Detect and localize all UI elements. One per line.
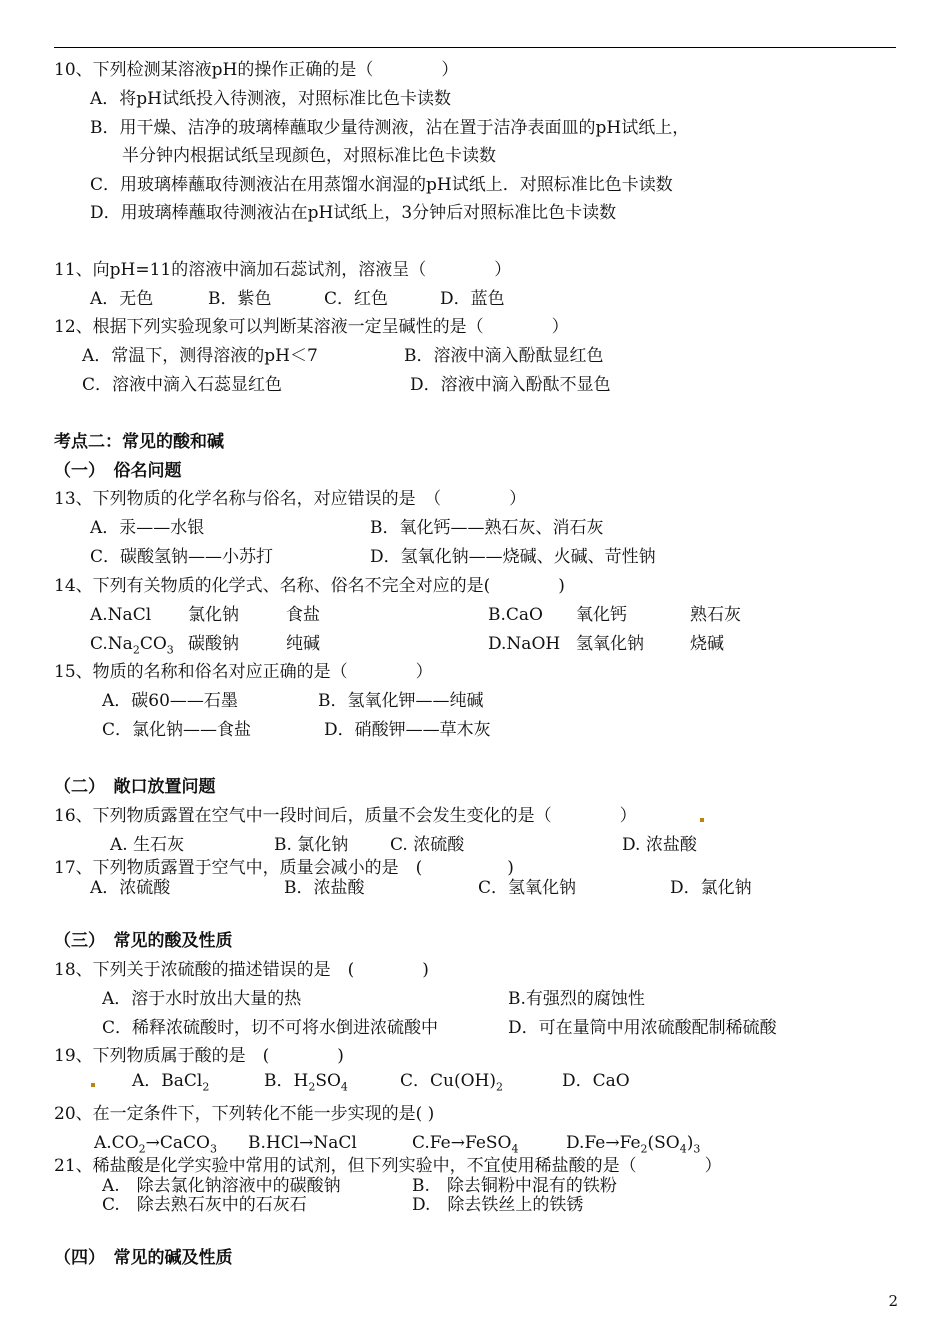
q18-stem: 18、下列关于浓硫酸的描述错误的是 ( )	[54, 960, 429, 980]
q13-option-b: B．氧化钙——熟石灰、消石灰	[370, 518, 604, 538]
q13-option-a: A．汞——水银	[90, 518, 205, 538]
q21-option-b: B. 除去铜粉中混有的铁粉	[412, 1176, 617, 1196]
q12-option-a: A．常温下，测得溶液的pH＜7	[82, 346, 318, 366]
q16-option-d: D. 浓盐酸	[622, 835, 697, 855]
stray-dot	[700, 818, 704, 822]
q14-a-common: 食盐	[286, 605, 320, 625]
q16-option-b: B. 氯化钠	[274, 835, 349, 855]
subsection-heading-1: （一） 俗名问题	[54, 461, 182, 481]
q12-option-d: D．溶液中滴入酚酞不显色	[410, 375, 611, 395]
q20-option-a: $A.CO_2\to CaCO_3$	[94, 1133, 217, 1156]
q12-option-b: B．溶液中滴入酚酞显红色	[404, 346, 604, 366]
q13-stem: 13、下列物质的化学名称与俗名，对应错误的是 （ ）	[54, 489, 527, 509]
q14-a-name: 氯化钠	[188, 605, 239, 625]
q14-c-formula: $C.Na_2CO_3$	[90, 634, 174, 657]
q10-option-c: C．用玻璃棒蘸取待测液沾在用蒸馏水润湿的pH试纸上．对照标准比色卡读数	[90, 175, 673, 195]
q10-option-a: A．将pH试纸投入待测液，对照标准比色卡读数	[90, 89, 451, 109]
q11-option-b: B．紫色	[208, 289, 272, 309]
q14-b-name: 氧化钙	[576, 605, 627, 625]
q18-option-b: B.有强烈的腐蚀性	[508, 989, 645, 1009]
section-heading: 考点二：常见的酸和碱	[54, 432, 224, 452]
q13-option-d: D．氢氧化钠——烧碱、火碱、苛性钠	[370, 547, 656, 567]
q21-stem: 21、稀盐酸是化学实验中常用的试剂，但下列实验中，不宜使用稀盐酸的是（ ）	[54, 1156, 722, 1176]
subsection-heading-3: （三） 常见的酸及性质	[54, 931, 233, 951]
q19-option-d: D．CaO	[562, 1071, 630, 1091]
q11-option-c: C．红色	[324, 289, 389, 309]
q20-stem: 20、在一定条件下，下列转化不能一步实现的是( )	[54, 1104, 435, 1124]
q21-option-c: C. 除去熟石灰中的石灰石	[102, 1195, 307, 1215]
q14-b-formula: B.CaO	[488, 605, 543, 625]
page-number: 2	[888, 1292, 898, 1310]
q14-c-common: 纯碱	[286, 634, 320, 654]
q15-option-b: B．氢氧化钾——纯碱	[318, 691, 484, 711]
q18-option-d: D．可在量筒中用浓硫酸配制稀硫酸	[508, 1018, 777, 1038]
q20-option-d: $D.Fe\to Fe_2(SO_4)_3$	[566, 1133, 701, 1156]
q14-a-formula: A.NaCl	[90, 605, 152, 625]
q19-option-b: B．$H_2SO_4$	[264, 1071, 348, 1094]
header-rule	[54, 47, 896, 48]
q18-option-a: A．溶于水时放出大量的热	[102, 989, 302, 1009]
q20-option-b: B.HCl→NaCl	[248, 1133, 357, 1153]
q12-option-c: C．溶液中滴入石蕊显红色	[82, 375, 283, 395]
q16-option-a: A. 生石灰	[110, 835, 185, 855]
q10-option-d: D．用玻璃棒蘸取待测液沾在pH试纸上，3分钟后对照标准比色卡读数	[90, 203, 617, 223]
q17-option-b: B．浓盐酸	[284, 878, 365, 898]
q14-d-name: 氢氧化钠	[576, 634, 644, 654]
q10-option-b-cont: 半分钟内根据试纸呈现颜色，对照标准比色卡读数	[122, 146, 496, 166]
q19-option-a: A．BaCl$_2$	[132, 1071, 210, 1094]
q15-option-a: A．碳60——石墨	[102, 691, 238, 711]
q19-option-c: C．$Cu(OH)_2$	[400, 1071, 503, 1094]
q10-stem: 10、下列检测某溶液pH的操作正确的是（ ）	[54, 60, 459, 80]
q20-option-c: C.Fe→FeSO$_4$	[412, 1133, 519, 1156]
q14-stem: 14、下列有关物质的化学式、名称、俗名不完全对应的是( )	[54, 576, 565, 596]
q18-option-c: C．稀释浓硫酸时，切不可将水倒进浓硫酸中	[102, 1018, 439, 1038]
q19-stem: 19、下列物质属于酸的是 ( )	[54, 1046, 344, 1066]
q11-option-d: D．蓝色	[440, 289, 505, 309]
subsection-heading-2: （二） 敞口放置问题	[54, 777, 216, 797]
q17-option-d: D．氯化钠	[670, 878, 752, 898]
q17-option-a: A．浓硫酸	[90, 878, 171, 898]
q14-d-common: 烧碱	[690, 634, 724, 654]
q11-option-a: A．无色	[90, 289, 154, 309]
q10-option-b: B．用干燥、洁净的玻璃棒蘸取少量待测液，沾在置于洁净表面皿的pH试纸上，	[90, 118, 690, 138]
q11-stem: 11、向pH=11的溶液中滴加石蕊试剂，溶液呈（ ）	[54, 260, 512, 280]
q12-stem: 12、根据下列实验现象可以判断某溶液一定呈碱性的是（ ）	[54, 317, 569, 337]
q21-option-d: D. 除去铁丝上的铁锈	[412, 1195, 584, 1215]
q15-stem: 15、物质的名称和俗名对应正确的是（ ）	[54, 662, 433, 682]
q17-option-c: C．氢氧化钠	[478, 878, 577, 898]
q15-option-d: D．硝酸钾——草木灰	[324, 720, 491, 740]
q16-stem: 16、下列物质露置在空气中一段时间后，质量不会发生变化的是（ ）	[54, 806, 637, 826]
q14-d-formula: D.NaOH	[488, 634, 561, 654]
subsection-heading-4: （四） 常见的碱及性质	[54, 1248, 233, 1268]
stray-dot	[91, 1083, 95, 1087]
q17-stem: 17、下列物质露置于空气中，质量会减小的是 ( )	[54, 858, 514, 878]
q14-b-common: 熟石灰	[690, 605, 741, 625]
q13-option-c: C．碳酸氢钠——小苏打	[90, 547, 274, 567]
q21-option-a: A. 除去氯化钠溶液中的碳酸钠	[102, 1176, 341, 1196]
q15-option-c: C．氯化钠——食盐	[102, 720, 252, 740]
q16-option-c: C. 浓硫酸	[390, 835, 465, 855]
q14-c-name: 碳酸钠	[188, 634, 239, 654]
